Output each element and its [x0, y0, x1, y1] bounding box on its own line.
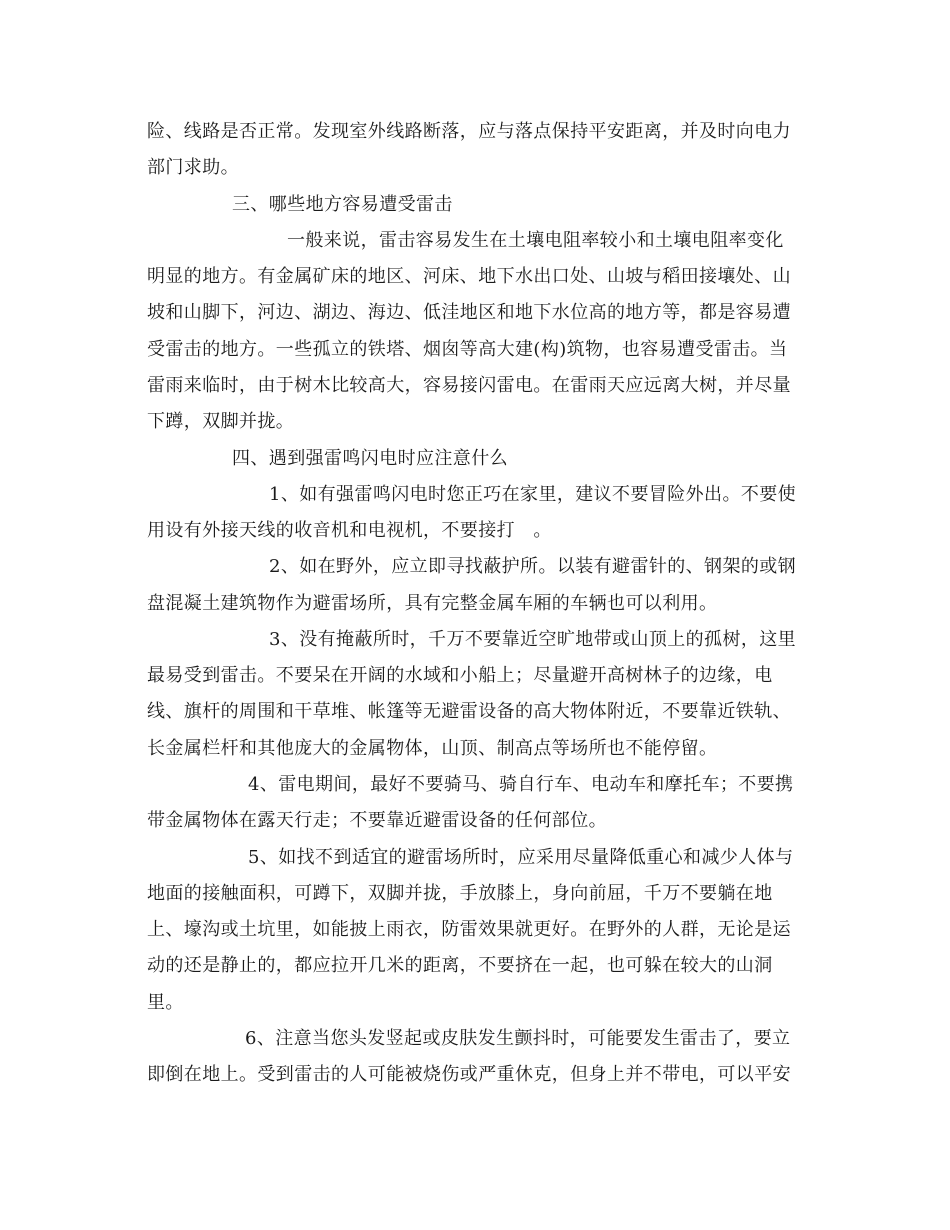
text-line: 即倒在地上。受到雷击的人可能被烧伤或严重休克，但身上并不带电，可以平安 — [147, 1064, 791, 1085]
text-line: 明显的地方。有金属矿床的地区、河床、地下水出口处、山坡与稻田接壤处、山 — [147, 266, 791, 287]
text-line: 坡和山脚下，河边、湖边、海边、低洼地区和地下水位高的地方等，都是容易遭 — [147, 302, 791, 323]
text-line: 3、没有掩蔽所时，千万不要靠近空旷地带或山顶上的孤树，这里 — [269, 629, 797, 650]
text-line: 一般来说，雷击容易发生在土壤电阻率较小和土壤电阻率变化 — [287, 230, 784, 251]
section-heading-4: 四、遇到强雷鸣闪电时应注意什么 — [232, 448, 508, 469]
text-line: 2、如在野外，应立即寻找蔽护所。以装有避雷针的、钢架的或钢 — [269, 556, 797, 577]
text-line: 动的还是静止的，都应拉开几米的距离，不要挤在一起，也可躲在较大的山洞 — [147, 955, 773, 976]
text-line: 上、壕沟或土坑里，如能披上雨衣，防雷效果就更好。在野外的人群，无论是运 — [147, 919, 791, 940]
text-line: 4、雷电期间，最好不要骑马、骑自行车、电动车和摩托车；不要携 — [248, 774, 794, 795]
text-line: 盘混凝土建筑物作为避雷场所，具有完整金属车厢的车辆也可以利用。 — [147, 593, 718, 614]
text-line: 部门求助。 — [147, 157, 239, 178]
text-line: 最易受到雷击。不要呆在开阔的水域和小船上；尽量避开高树林子的边缘，电 — [147, 665, 773, 686]
text-line: 险、线路是否正常。发现室外线路断落，应与落点保持平安距离，并及时向电力 — [147, 121, 791, 142]
text-line: 长金属栏杆和其他庞大的金属物体，山顶、制高点等场所也不能停留。 — [147, 738, 718, 759]
text-line: 5、如找不到适宜的避雷场所时，应采用尽量降低重心和减少人体与 — [248, 847, 794, 868]
text-line: 里。 — [147, 992, 184, 1013]
text-line: 1、如有强雷鸣闪电时您正巧在家里，建议不要冒险外出。不要使 — [269, 484, 797, 505]
text-line: 雷雨来临时，由于树木比较高大，容易接闪雷电。在雷雨天应远离大树，并尽量 — [147, 375, 791, 396]
text-line: 线、旗杆的周围和干草堆、帐篷等无避雷设备的高大物体附近，不要靠近铁轨、 — [147, 701, 791, 722]
text-line: 地面的接触面积，可蹲下，双脚并拢，手放膝上，身向前屈，千万不要躺在地 — [147, 883, 773, 904]
text-line: 6、注意当您头发竖起或皮肤发生颤抖时，可能要发生雷击了，要立 — [245, 1028, 791, 1049]
section-heading-3: 三、哪些地方容易遭受雷击 — [232, 194, 453, 215]
text-line: 带金属物体在露天行走；不要靠近避雷设备的任何部位。 — [147, 810, 607, 831]
text-line: 用设有外接天线的收音机和电视机，不要接打 。 — [147, 520, 552, 541]
text-line: 下蹲，双脚并拢。 — [147, 411, 295, 432]
text-line: 受雷击的地方。一些孤立的铁塔、烟囱等高大建(构)筑物，也容易遭受雷击。当 — [147, 339, 788, 360]
